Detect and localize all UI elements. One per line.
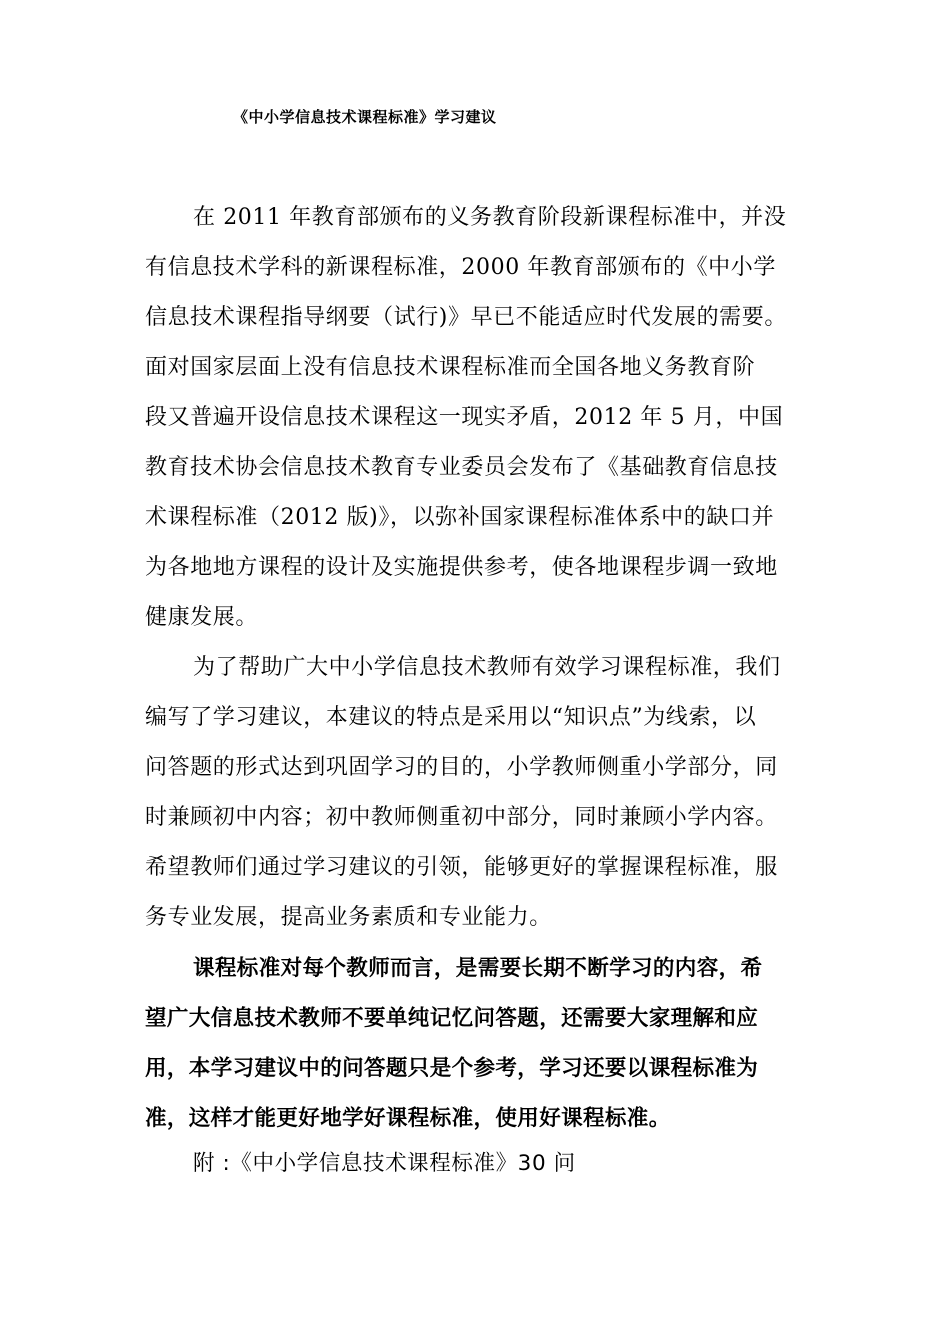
paragraph-3-line-3: 用，本学习建议中的问答题只是个参考，学习还要以课程标准为 [145,1056,759,1081]
paragraph-3-line-2: 望广大信息技术教师不要单纯记忆问答题，还需要大家理解和应 [145,1006,759,1031]
paragraph-1-line-6: 教育技术协会信息技术教育专业委员会发布了《基础教育信息技 [145,455,778,480]
paragraph-1-line-4: 面对国家层面上没有信息技术课程标准而全国各地义务教育阶 [145,355,756,380]
paragraph-3-line-1: 课程标准对每个教师而言，是需要长期不断学习的内容，希 [193,956,763,981]
paragraph-1-line-9: 健康发展。 [145,605,259,630]
paragraph-1-line-5: 段又普遍开设信息技术课程这一现实矛盾，2012 年 5 月，中国 [145,405,784,430]
paragraph-2-line-5: 希望教师们通过学习建议的引领，能够更好的掌握课程标准，服 [145,855,778,880]
paragraph-3-line-4: 准，这样才能更好地学好课程标准，使用好课程标准。 [145,1106,671,1131]
paragraph-1-line-3: 信息技术课程指导纲要（试行)》早已不能适应时代发展的需要。 [145,305,787,330]
paragraph-2-line-4: 时兼顾初中内容；初中教师侧重初中部分，同时兼顾小学内容。 [145,805,778,830]
paragraph-2-line-1: 为了帮助广大中小学信息技术教师有效学习课程标准，我们 [193,655,781,680]
paragraph-2-line-6: 务专业发展，提高业务素质和专业能力。 [145,905,552,930]
paragraph-1-line-1: 在 2011 年教育部颁布的义务教育阶段新课程标准中，并没 [193,205,787,230]
paragraph-1-line-7: 术课程标准（2012 版)》，以弥补国家课程标准体系中的缺口并 [145,505,775,530]
paragraph-1-line-2: 有信息技术学科的新课程标准，2000 年教育部颁布的《中小学 [145,255,776,280]
paragraph-2-line-2: 编写了学习建议，本建议的特点是采用以“知识点”为线索，以 [145,705,757,730]
annex-line: 附 :《中小学信息技术课程标准》30 问 [193,1151,576,1176]
paragraph-1-line-8: 为各地地方课程的设计及实施提供参考，使各地课程步调一致地 [145,555,778,580]
paragraph-2-line-3: 问答题的形式达到巩固学习的目的，小学教师侧重小学部分，同 [145,755,778,780]
document-title: 《中小学信息技术课程标准》学习建议 [233,108,497,126]
